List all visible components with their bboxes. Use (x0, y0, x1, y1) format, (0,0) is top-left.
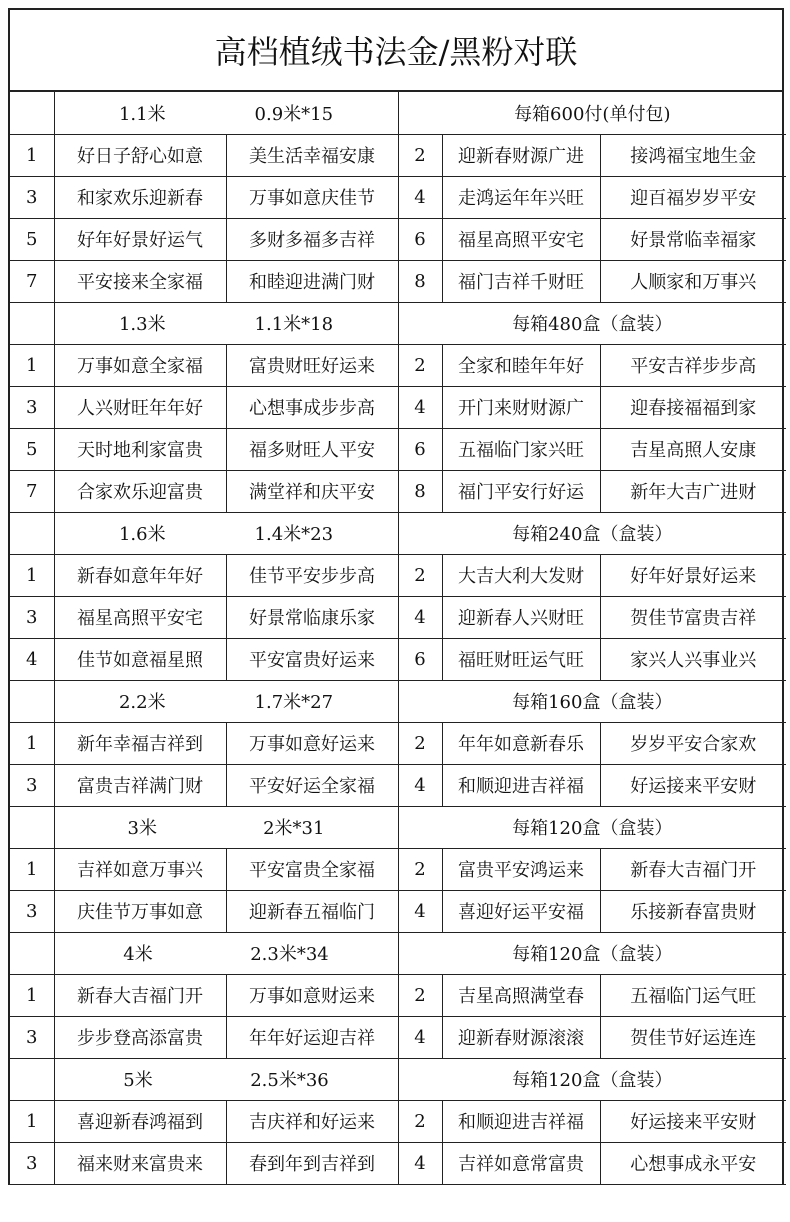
section-header-row (10, 302, 786, 344)
couplet-line: 福门吉祥千财旺 (442, 260, 600, 302)
couplet-line: 贺佳节富贵吉祥 (600, 596, 786, 638)
couplet-line: 福星高照平安宅 (442, 218, 600, 260)
table-row (10, 554, 786, 596)
couplet-line: 新春大吉福门开 (54, 974, 226, 1016)
couplet-line: 平安富贵全家福 (226, 848, 398, 890)
couplet-line: 平安好运全家福 (226, 764, 398, 806)
section-header-row (10, 512, 786, 554)
section-header-row (10, 806, 786, 848)
couplet-line: 心想事成永平安 (600, 1142, 786, 1184)
couplet-line: 开门来财财源广 (442, 386, 600, 428)
couplet-line: 好运接来平安财 (600, 764, 786, 806)
couplet-table (10, 92, 786, 1185)
couplet-line: 万事如意全家福 (54, 344, 226, 386)
table-row (10, 848, 786, 890)
couplet-line: 福旺财旺运气旺 (442, 638, 600, 680)
couplet-line: 新春如意年年好 (54, 554, 226, 596)
size-pair (55, 940, 398, 966)
header-blank-cell (10, 302, 54, 344)
item-number: 3 (10, 596, 54, 638)
table-row (10, 344, 786, 386)
couplet-line: 佳节平安步步高 (226, 554, 398, 596)
page-title: 高档植绒书法金/黑粉对联 (10, 10, 782, 92)
table-row (10, 764, 786, 806)
couplet-line: 和顺迎进吉祥福 (442, 1100, 600, 1142)
item-number: 8 (398, 470, 442, 512)
couplet-line: 迎新春人兴财旺 (442, 596, 600, 638)
item-number: 7 (10, 470, 54, 512)
pack-info: 每箱240盒（盒装） (398, 512, 786, 554)
couplet-line: 和家欢乐迎新春 (54, 176, 226, 218)
item-number: 2 (398, 848, 442, 890)
table-row (10, 1016, 786, 1058)
item-number: 3 (10, 890, 54, 932)
item-number: 4 (398, 890, 442, 932)
item-number: 1 (10, 344, 54, 386)
couplet-line: 迎春接福福到家 (600, 386, 786, 428)
table-row (10, 890, 786, 932)
couplet-line: 新年幸福吉祥到 (54, 722, 226, 764)
couplet-line: 万事如意好运来 (226, 722, 398, 764)
item-number: 7 (10, 260, 54, 302)
item-number: 3 (10, 1142, 54, 1184)
item-number: 5 (10, 218, 54, 260)
item-number: 1 (10, 1100, 54, 1142)
couplet-line: 全家和睦年年好 (442, 344, 600, 386)
pack-info: 每箱120盒（盒装） (398, 1058, 786, 1100)
couplet-line: 贺佳节好运连连 (600, 1016, 786, 1058)
product-sheet (8, 8, 784, 1185)
couplet-line: 万事如意庆佳节 (226, 176, 398, 218)
size-cell (54, 932, 398, 974)
size-a: 2.2米 (118, 692, 166, 713)
size-cell (54, 1058, 398, 1100)
size-b: 1.4米*23 (254, 524, 334, 545)
item-number: 3 (10, 176, 54, 218)
couplet-line: 迎百福岁岁平安 (600, 176, 786, 218)
size-a: 1.1米 (118, 103, 166, 125)
item-number: 6 (398, 218, 442, 260)
item-number: 4 (398, 1142, 442, 1184)
couplet-line: 和睦迎进满门财 (226, 260, 398, 302)
couplet-line: 好景常临幸福家 (600, 218, 786, 260)
item-number: 1 (10, 134, 54, 176)
size-b: 2米*31 (263, 818, 325, 839)
couplet-line: 新春大吉福门开 (600, 848, 786, 890)
size-b: 2.3米*34 (250, 944, 329, 965)
couplet-line: 年年好运迎吉祥 (226, 1016, 398, 1058)
table-row (10, 722, 786, 764)
size-a: 5米 (123, 1070, 153, 1091)
couplet-line: 富贵吉祥满门财 (54, 764, 226, 806)
couplet-line: 迎新春五福临门 (226, 890, 398, 932)
item-number: 1 (10, 848, 54, 890)
item-number: 4 (398, 176, 442, 218)
item-number: 1 (10, 554, 54, 596)
header-blank-cell (10, 92, 54, 134)
couplet-line: 佳节如意福星照 (54, 638, 226, 680)
size-pair (55, 814, 398, 840)
couplet-line: 吉星高照人安康 (600, 428, 786, 470)
item-number: 4 (398, 386, 442, 428)
item-number: 1 (10, 974, 54, 1016)
table-row (10, 218, 786, 260)
item-number: 6 (398, 638, 442, 680)
header-blank-cell (10, 680, 54, 722)
item-number: 4 (398, 596, 442, 638)
section-header-row (10, 932, 786, 974)
table-row (10, 176, 786, 218)
size-cell (54, 512, 398, 554)
size-pair (55, 100, 398, 126)
size-pair (55, 520, 398, 546)
size-b: 1.7米*27 (254, 692, 334, 713)
item-number: 4 (10, 638, 54, 680)
item-number: 3 (10, 386, 54, 428)
couplet-line: 多财多福多吉祥 (226, 218, 398, 260)
couplet-line: 吉星高照满堂春 (442, 974, 600, 1016)
pack-info: 每箱480盒（盒装） (398, 302, 786, 344)
couplet-line: 新年大吉广进财 (600, 470, 786, 512)
item-number: 3 (10, 764, 54, 806)
couplet-line: 吉庆祥和好运来 (226, 1100, 398, 1142)
couplet-line: 福星高照平安宅 (54, 596, 226, 638)
couplet-line: 走鸿运年年兴旺 (442, 176, 600, 218)
size-cell (54, 92, 398, 134)
size-cell (54, 680, 398, 722)
item-number: 2 (398, 722, 442, 764)
header-blank-cell (10, 806, 54, 848)
item-number: 4 (398, 1016, 442, 1058)
couplet-line: 岁岁平安合家欢 (600, 722, 786, 764)
item-number: 2 (398, 134, 442, 176)
couplet-line: 福多财旺人平安 (226, 428, 398, 470)
couplet-line: 人兴财旺年年好 (54, 386, 226, 428)
couplet-line: 家兴人兴事业兴 (600, 638, 786, 680)
size-cell (54, 302, 398, 344)
item-number: 8 (398, 260, 442, 302)
table-row (10, 596, 786, 638)
couplet-line: 和顺迎进吉祥福 (442, 764, 600, 806)
section-header-row (10, 92, 786, 134)
item-number: 3 (10, 1016, 54, 1058)
pack-info: 每箱120盒（盒装） (398, 806, 786, 848)
couplet-line: 乐接新春富贵财 (600, 890, 786, 932)
couplet-line: 人顺家和万事兴 (600, 260, 786, 302)
pack-info: 每箱120盒（盒装） (398, 932, 786, 974)
size-a: 3米 (127, 818, 157, 839)
table-row (10, 1142, 786, 1184)
size-a: 4米 (123, 944, 153, 965)
pack-info: 每箱160盒（盒装） (398, 680, 786, 722)
size-b: 0.9米*15 (254, 103, 334, 125)
size-b: 2.5米*36 (250, 1070, 329, 1091)
couplet-line: 大吉大利大发财 (442, 554, 600, 596)
header-blank-cell (10, 1058, 54, 1100)
couplet-line: 平安接来全家福 (54, 260, 226, 302)
size-b: 1.1米*18 (254, 314, 334, 335)
table-row (10, 428, 786, 470)
couplet-line: 福门平安行好运 (442, 470, 600, 512)
couplet-line: 平安富贵好运来 (226, 638, 398, 680)
couplet-line: 心想事成步步高 (226, 386, 398, 428)
table-row (10, 470, 786, 512)
couplet-line: 好年好景好运来 (600, 554, 786, 596)
couplet-line: 迎新春财源广进 (442, 134, 600, 176)
couplet-line: 庆佳节万事如意 (54, 890, 226, 932)
couplet-line: 吉祥如意万事兴 (54, 848, 226, 890)
couplet-line: 步步登高添富贵 (54, 1016, 226, 1058)
couplet-line: 迎新春财源滚滚 (442, 1016, 600, 1058)
table-row (10, 260, 786, 302)
item-number: 2 (398, 1100, 442, 1142)
table-row (10, 974, 786, 1016)
size-a: 1.6米 (118, 524, 166, 545)
section-header-row (10, 1058, 786, 1100)
table-row (10, 1100, 786, 1142)
couplet-line: 满堂祥和庆平安 (226, 470, 398, 512)
couplet-line: 美生活幸福安康 (226, 134, 398, 176)
header-blank-cell (10, 932, 54, 974)
couplet-line: 天时地利家富贵 (54, 428, 226, 470)
size-cell (54, 806, 398, 848)
table-row (10, 638, 786, 680)
size-pair (55, 310, 398, 336)
pack-info: 每箱600付(单付包) (398, 92, 786, 134)
couplet-line: 合家欢乐迎富贵 (54, 470, 226, 512)
couplet-line: 富贵平安鸿运来 (442, 848, 600, 890)
couplet-line: 喜迎好运平安福 (442, 890, 600, 932)
couplet-line: 万事如意财运来 (226, 974, 398, 1016)
item-number: 2 (398, 974, 442, 1016)
table-row (10, 386, 786, 428)
couplet-line: 接鸿福宝地生金 (600, 134, 786, 176)
couplet-line: 好运接来平安财 (600, 1100, 786, 1142)
size-pair (55, 688, 398, 714)
couplet-line: 五福临门运气旺 (600, 974, 786, 1016)
size-a: 1.3米 (118, 314, 166, 335)
couplet-line: 年年如意新春乐 (442, 722, 600, 764)
header-blank-cell (10, 512, 54, 554)
couplet-line: 平安吉祥步步高 (600, 344, 786, 386)
couplet-line: 富贵财旺好运来 (226, 344, 398, 386)
couplet-line: 春到年到吉祥到 (226, 1142, 398, 1184)
item-number: 2 (398, 554, 442, 596)
table-row (10, 134, 786, 176)
couplet-line: 喜迎新春鸿福到 (54, 1100, 226, 1142)
section-header-row (10, 680, 786, 722)
size-pair (55, 1066, 398, 1092)
couplet-line: 五福临门家兴旺 (442, 428, 600, 470)
couplet-line: 吉祥如意常富贵 (442, 1142, 600, 1184)
couplet-line: 好日子舒心如意 (54, 134, 226, 176)
item-number: 2 (398, 344, 442, 386)
couplet-line: 好年好景好运气 (54, 218, 226, 260)
couplet-line: 好景常临康乐家 (226, 596, 398, 638)
couplet-line: 福来财来富贵来 (54, 1142, 226, 1184)
item-number: 4 (398, 764, 442, 806)
item-number: 6 (398, 428, 442, 470)
item-number: 1 (10, 722, 54, 764)
item-number: 5 (10, 428, 54, 470)
